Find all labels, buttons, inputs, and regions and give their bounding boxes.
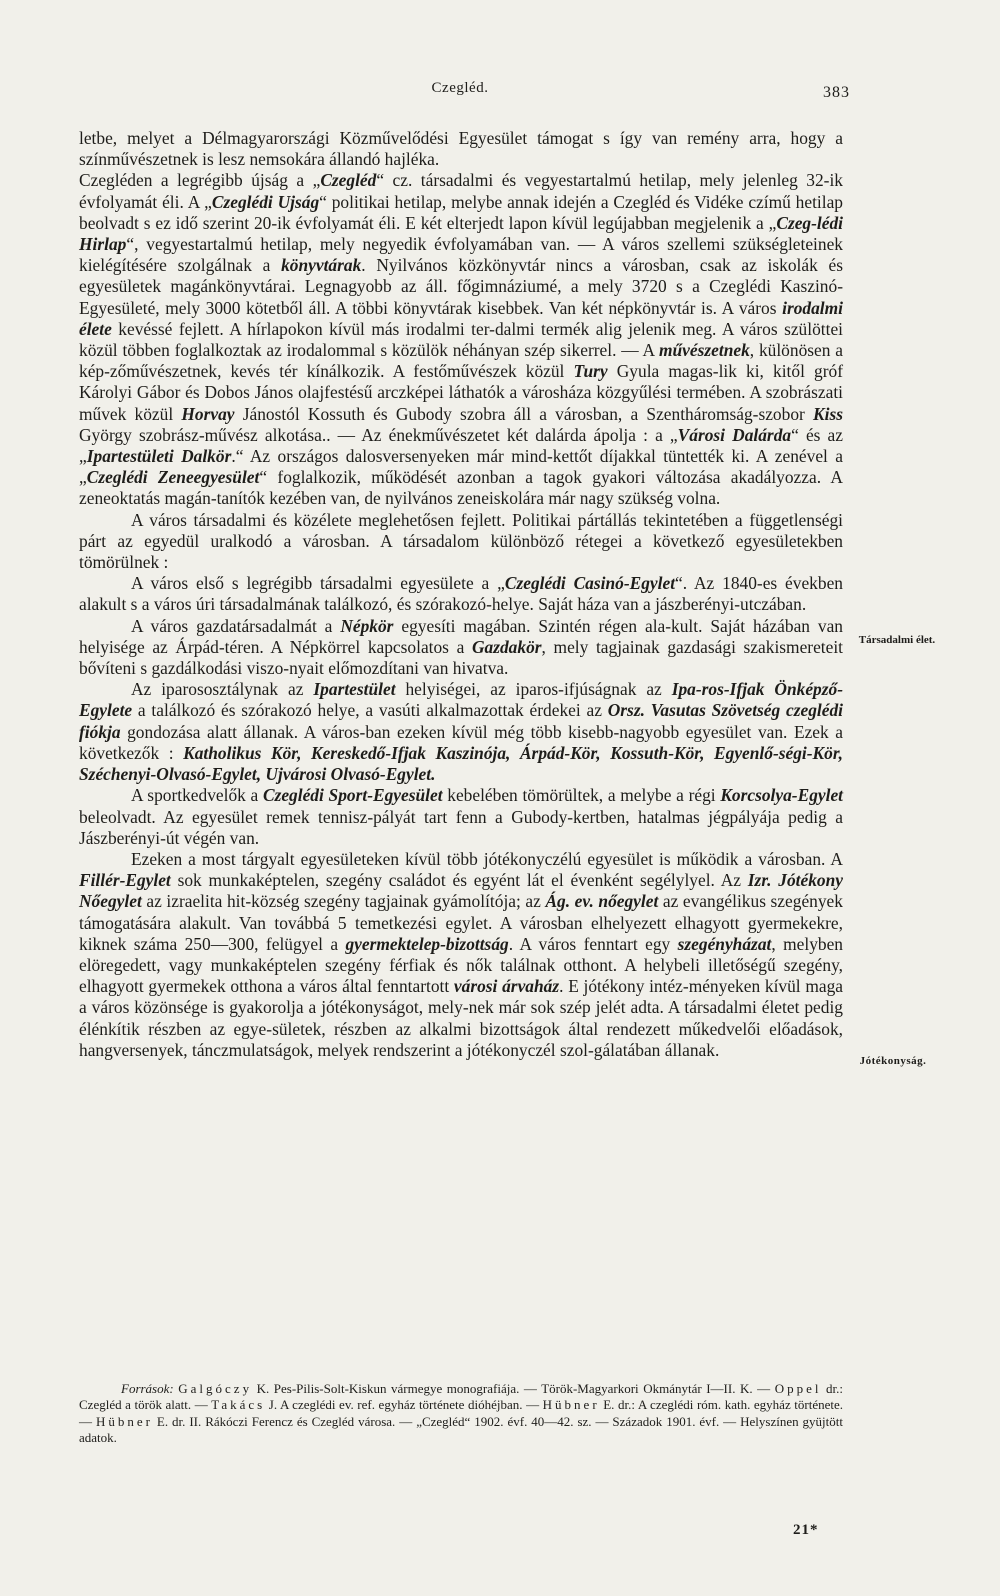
text-run: “ cz. társadalmi és vegyestartalmú hetilap, mely jelenleg 32-ik évfolyamát éli. A „ — [79, 170, 843, 212]
paragraph — [79, 849, 843, 1061]
emphasis-text: Kiss — [813, 403, 843, 424]
emphasis-text: Czeglédi Ujság — [211, 191, 320, 212]
text-run: , mely tagjainak gazdasági szakismereteit bővíteni s gazdálkodási viszo-nyait előmozdítani van hivatva. — [79, 636, 844, 679]
emphasis-text: Gazdakör — [471, 636, 542, 657]
text-run: az evangélikus szegények támogatására alakult. Van továbbá 5 temetkezési egylet. A városban elhelyezett elhagyott gyermekekre, kiknek száma 250—300, felügyel a — [79, 891, 843, 954]
emphasis-text: könyvtárak — [281, 255, 362, 276]
text-run: kebelében tömörültek, a melybe a régi — [442, 785, 721, 806]
author-name: Galgóczy — [178, 1381, 253, 1396]
text-run: “. Az 1840-es években alakult s a város úri társadalmának találkozó, és szórakozó-helye. Saját háza van a jászberényi-utczában. — [79, 573, 843, 615]
running-title: Czegléd. — [431, 80, 489, 96]
text-run: J. A czeglédi ev. ref. egyház története dióhéjban. — — [265, 1397, 543, 1413]
emphasis-text: Czeglédi Casinó-Egylet — [504, 573, 676, 594]
text-run: A város első s legrégibb társadalmi egyesülete a „ — [131, 573, 505, 594]
body-text — [79, 128, 843, 1061]
emphasis-text: Ipa-ros-Ifjak Önképző-Egylete — [79, 679, 843, 721]
emphasis-text: Ág. ev. nőegylet — [545, 891, 659, 912]
emphasis-text: Orsz. Vasutas Szövetség czeglédi fiókja — [79, 700, 843, 742]
text-run: “ politikai hetilap, melybe annak idején a Czegléd és Vidéke czímű hetilap beolvadt s ez idő szerint 20-ik évfolyamát éli. E két elterjedt lapon kívül legújabban megjelenik a „ — [79, 191, 843, 233]
sources-footnote — [79, 1381, 843, 1447]
emphasis-text: Korcsolya-Egylet — [720, 785, 843, 806]
text-run: A város gazdatársadalmát a — [131, 615, 341, 636]
text-run: helyiségei, az iparos-ifjúságnak az — [395, 679, 672, 700]
text-run: Ezeken a most tárgyalt egyesületeken kívül több jótékonyczélú egyesület is működik a városban. A — [131, 848, 843, 869]
emphasis-text: Városi Dalárda — [677, 424, 792, 445]
emphasis-text: Ipartestület — [313, 679, 396, 700]
sources-label: Források: — [121, 1381, 174, 1396]
text-run: , különösen a kép-zőművészetnek, kevés tér kínálkozik. A festőművészek közül — [79, 340, 843, 382]
text-run: egyesíti magában. Szintén régen ala-kult. Saját házában van helyisége az Árpád-téren. A Népkörrel kapcsolatos a — [79, 615, 843, 657]
text-run: dr.: Czegléd a török alatt. — — [79, 1381, 844, 1413]
text-run: .“ Az országos dalosversenyeken már mind-kettőt díjakkal tüntették ki. A zenével a „ — [79, 446, 843, 488]
paragraph — [79, 573, 843, 615]
text-run: . A város fenntart egy — [508, 933, 678, 954]
text-run: György szobrász-művész alkotása.. — Az énekművészetet két dalárda ápolja : a „ — [79, 424, 678, 445]
text-run: Czegléden a legrégibb újság a „ — [79, 170, 321, 191]
author-name: Oppel — [774, 1381, 822, 1396]
emphasis-text: Czeglédi Sport-Egyesület — [262, 785, 443, 806]
text-run: Gyula magas-lik ki, kitől gróf Károlyi Gábor és Dobos János olajfestésű arczképei láthatók a városháza közgyűlési termében. A szobrászati művek közül — [79, 361, 843, 424]
margin-note-social-life: Társadalmi élet. — [858, 634, 936, 646]
text-run: kevéssé fejlett. A hírlapokon kívül más irodalmi ter-dalmi termék alig jelenik meg. A város szülöttei közül többen foglalkoztak az irodalommal s közülök néhányan szép sikerrel. — A — [79, 318, 843, 361]
emphasis-text: Izr. Jótékony Nőegylet — [79, 870, 843, 912]
paragraph — [79, 128, 843, 170]
text-run: A sportkedvelők a — [131, 785, 263, 806]
text-run: . E jótékony intéz-ményeken kívül maga a város közönsége is gyakorolja a jótékonyságot, mely-nek már sok szép jelét adta. A társadalmi életet pedig élénkítik részben az egye-sületek, részben az alkalmi bizottságok által rendezett műkedvelői előadások, hangversenyek, tánczmulatságok, melyek rendszerint a jótékonyczél szol-gálatában állanak. — [79, 976, 843, 1060]
text-run: E. dr. II. Rákóczi Ferencz és Czegléd városa. — „Czegléd“ 1902. évf. 40—42. sz. — Századok 1901. évf. — Helyszínen gyüjtött adatok. — [79, 1413, 843, 1446]
text-run: a találkozó és szórakozó helye, a vasúti alkalmazottak érdekei az — [132, 700, 608, 721]
emphasis-text: Katholikus Kör, Kereskedő-Ifjak Kaszinója, Árpád-Kör, Kossuth-Kör, Egyenlő-ségi-Kör, Széchenyi-Olvasó-Egylet, Ujvárosi Olvasó-Egylet. — [79, 742, 844, 785]
text-run: sok munkaképtelen, szegény családot és egyént lát el évenként segélylyel. Az — [170, 870, 748, 891]
paragraph — [79, 170, 843, 509]
text-run: beleolvadt. Az egyesület remek tennisz-pályát tart fenn a Gubody-kertben, hatalmas jégpályája pedig a Jászberényi-út végén van. — [79, 806, 843, 848]
paragraph — [79, 679, 843, 785]
emphasis-text: gyermektelep-bizottság — [345, 933, 509, 954]
author-name: Hübner — [542, 1397, 600, 1413]
paragraph — [79, 785, 843, 849]
paragraph — [79, 510, 843, 574]
page-number: 383 — [823, 84, 850, 101]
emphasis-text: Horvay — [181, 403, 235, 424]
text-run: Jánostól Kossuth és Gubody szobra áll a városban, a Szentháromság-szobor — [234, 403, 814, 424]
text-run: gondozása alatt állanak. A város-ban ezeken kívül még több kisebb-nagyobb egyesület van. Ezek a következők : — [79, 721, 843, 763]
emphasis-text: Czeglédi Zeneegyesület — [86, 467, 260, 488]
text-run: A város társadalmi és közélete meglehetősen fejlett. Politikai pártállás tekintetében a függetlenségi párt az egyedül uralkodó a városban. A társadalom különböző rétegei a következő egyesületekben tömörülnek : — [79, 509, 843, 573]
text-run: “ foglalkozik, működését azonban a tagok gyakori változása akadályozza. A zeneoktatás magán-tanítók kezében van, de nyilvános zeneiskolára már nagy szükség volna. — [79, 467, 843, 509]
emphasis-text: Tury — [573, 361, 608, 382]
author-name: Hübner — [95, 1413, 153, 1429]
emphasis-text: Ipartestületi Dalkör — [86, 446, 232, 467]
emphasis-text: irodalmi élete — [79, 297, 843, 339]
text-run: K. Pes-Pilis-Solt-Kiskun vármegye monografiája. — Török-Magyarkori Okmánytár I—II. K. — — [252, 1381, 775, 1396]
emphasis-text: városi árvaház — [453, 976, 560, 997]
emphasis-text: szegényházat — [677, 933, 772, 954]
paragraph — [79, 616, 843, 680]
emphasis-text: Fillér-Egylet — [79, 870, 171, 891]
text-run: az izraelita hit-község szegény tagjainak gyámolítója; az — [141, 891, 546, 912]
emphasis-text: Czeg-lédi Hirlap — [79, 212, 843, 255]
text-run: “ és az „ — [79, 424, 843, 467]
emphasis-text: művészetnek — [658, 340, 750, 361]
margin-note-charity: Jótékonyság. — [859, 1055, 927, 1067]
emphasis-text: Czegléd — [320, 170, 377, 191]
signature-mark: 21* — [793, 1522, 819, 1538]
text-run: , melyben elöregedett, vagy munkaképtelen szegény férfiak és nők találnak otthont. A helybeli illetőségű szegény, elhagyott gyermekek otthona a város által fenntartott — [79, 933, 844, 997]
text-run: E. dr.: A czeglédi róm. kath. egyház története. — — [79, 1397, 844, 1429]
text-run: letbe, melyet a Délmagyarországi Közművelődési Egyesület támogat s így van remény arra, hogy a színművészetnek is lesz nemsokára állandó hajléka. — [79, 128, 843, 170]
text-run: . Nyilvános közkönyvtár nincs a városban, csak az iskolák és egyesületek magánkönyvtárai. Legnagyobb az áll. főgimnáziumé, a mely 3720 s a Czeglédi Kaszinó-Egyesületé, mely 3000 kötetből áll. A többi könyvtárak kisebbek. Van két népkönyvtár is. A város — [79, 255, 843, 318]
text-run: Az iparososztálynak az — [131, 679, 314, 700]
author-name: Takács — [211, 1397, 266, 1413]
text-run: “, vegyestartalmú hetilap, mely negyedik évfolyamában van. — A város szellemi szükségleteinek kielégítésére szolgálnak a — [79, 234, 843, 276]
emphasis-text: Népkör — [340, 615, 394, 636]
